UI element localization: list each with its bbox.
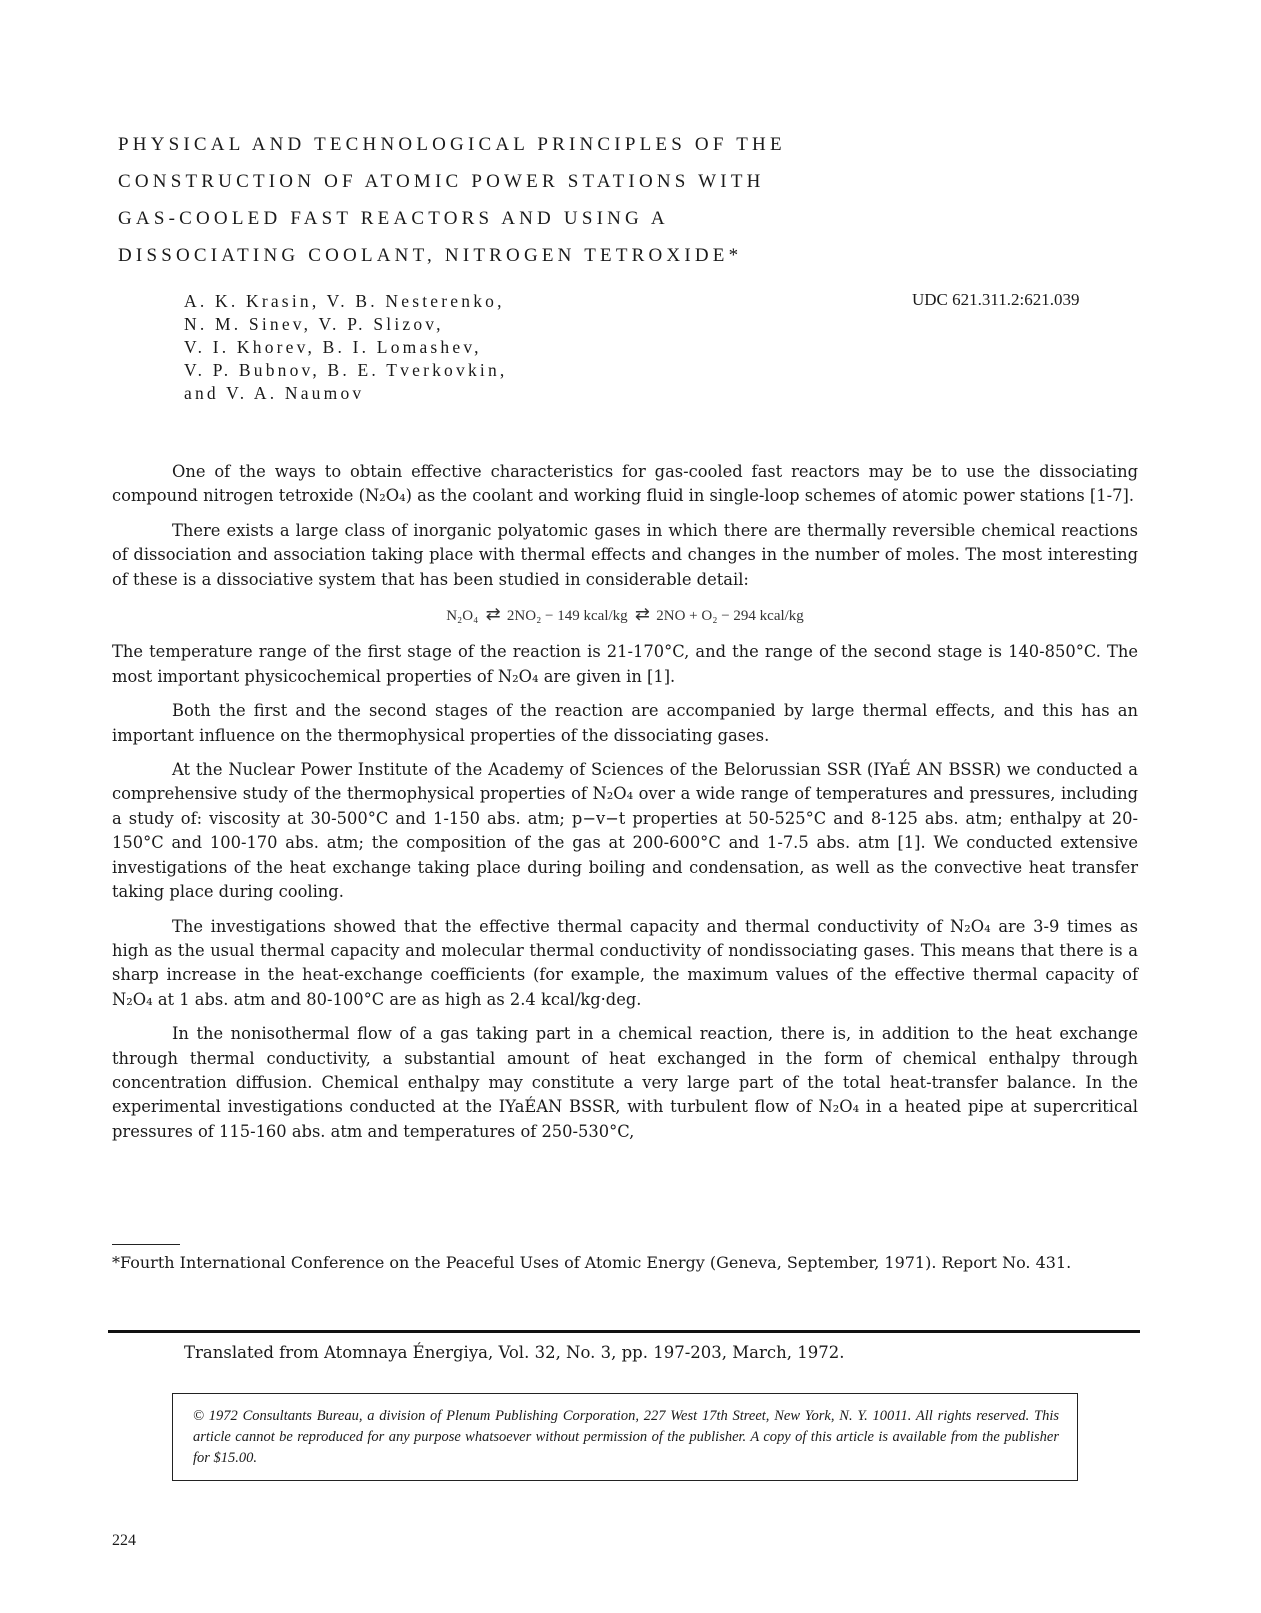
equation-left: N₂O₄ — [446, 608, 479, 625]
author-line: V. I. Khorev, B. I. Lomashev, — [184, 337, 482, 357]
reversible-arrow-icon: ⇄ — [631, 604, 653, 625]
title-line: PHYSICAL AND TECHNOLOGICAL PRINCIPLES OF THE — [118, 134, 786, 155]
udc-code: UDC 621.311.2:621.039 — [912, 290, 1080, 309]
footnote-divider — [112, 1244, 180, 1245]
title-line: DISSOCIATING COOLANT, NITROGEN TETROXIDE* — [118, 245, 743, 266]
paragraph: At the Nuclear Power Institute of the Academy of Sciences of the Belorussian SSR (IYaÉ AN BSSR) we conducted a comprehensive study of the thermophysical properties of N₂O₄ over a wide range of temperatures and pressures, including a study of: viscosity at 30-500°C and 1-150 abs. atm; p−v−t properties at 50-525°C and 8-125 abs. atm; enthalpy at 20-150°C and 100-170 abs. atm; the composition of the gas at 200-600°C and 1-7.5 abs. atm [1]. We conducted extensive investigations of the heat exchange taking place during boiling and condensation, as well as the convective heat transfer taking place during cooling. — [112, 760, 1138, 902]
copyright-notice: © 1972 Consultants Bureau, a division of Plenum Publishing Corporation, 227 West 17th Street, New York, N. Y. 10011. All rights reserved. This article cannot be reproduced for any purpose whatsoever without permission of the publisher. A copy of this article is available from the publisher for $15.00. — [193, 1408, 1059, 1466]
reversible-arrow-icon: ⇄ — [482, 604, 504, 625]
paragraph: Both the first and the second stages of the reaction are accompanied by large thermal effects, and this has an important influence on the thermophysical properties of the dissociating gases. — [112, 701, 1138, 745]
paragraph: The investigations showed that the effective thermal capacity and thermal conductivity of N₂O₄ are 3-9 times as high as the usual thermal capacity and molecular thermal conductivity of nondissociating gases. This means that there is a sharp increase in the heat-exchange coefficients (for example, the maximum values of the effective thermal capacity of N₂O₄ at 1 abs. atm and 80-100°C are as high as 2.4 kcal/kg·deg. — [112, 916, 1138, 1009]
article-title — [118, 126, 878, 274]
author-list — [184, 290, 507, 405]
equation-middle: 2NO₂ − 149 kcal/kg — [506, 608, 628, 625]
paragraph: The temperature range of the first stage of the reaction is 21-170°C, and the range of the second stage is 140-850°C. The most important physicochemical properties of N₂O₄ are given in [1]. — [112, 642, 1138, 686]
reaction-equation — [112, 602, 1138, 628]
author-line: A. K. Krasin, V. B. Nesterenko, — [184, 291, 505, 311]
author-line: and V. A. Naumov — [184, 383, 365, 403]
equation-right: 2NO + O₂ − 294 kcal/kg — [656, 608, 804, 625]
translation-note: Translated from Atomnaya Énergiya, Vol. 32, No. 3, pp. 197-203, March, 1972. — [184, 1343, 845, 1362]
paragraph: There exists a large class of inorganic polyatomic gases in which there are thermally reversible chemical reactions of dissociation and association taking place with thermal effects and changes in the number of moles. The most interesting of these is a dissociative system that has been studied in considerable detail: — [112, 520, 1138, 589]
title-line: CONSTRUCTION OF ATOMIC POWER STATIONS WITH — [118, 171, 765, 192]
paragraph: One of the ways to obtain effective characteristics for gas-cooled fast reactors may be to use the dissociating compound nitrogen tetroxide (N₂O₄) as the coolant and working fluid in single-loop schemes of atomic power stations [1-7]. — [112, 462, 1138, 506]
page-number: 224 — [112, 1532, 136, 1549]
author-line: V. P. Bubnov, B. E. Tverkovkin, — [184, 360, 508, 380]
article-body — [112, 460, 1138, 1154]
paragraph: In the nonisothermal flow of a gas taking part in a chemical reaction, there is, in addition to the heat exchange through thermal conductivity, a substantial amount of heat exchanged in the form of chemical enthalpy through concentration diffusion. Chemical enthalpy may constitute a very large part of the total heat-transfer balance. In the experimental investigations conducted at the IYaÉAN BSSR, with turbulent flow of N₂O₄ in a heated pipe at supercritical pressures of 115-160 abs. atm and temperatures of 250-530°C, — [112, 1024, 1138, 1141]
title-line: GAS-COOLED FAST REACTORS AND USING A — [118, 208, 669, 229]
author-line: N. M. Sinev, V. P. Slizov, — [184, 314, 444, 334]
section-divider — [108, 1330, 1140, 1333]
footnote: *Fourth International Conference on the Peaceful Uses of Atomic Energy (Geneva, September, 1971). Report No. 431. — [112, 1253, 1072, 1272]
